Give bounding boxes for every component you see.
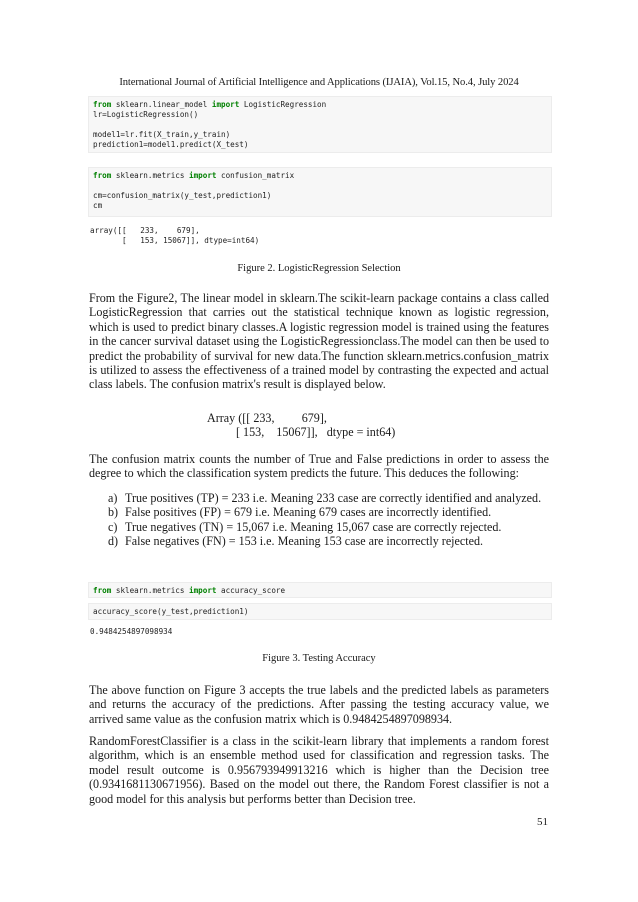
code-text: model1=lr.fit(X_train,y_train) xyxy=(93,130,231,139)
list-item-label: a) xyxy=(108,491,118,505)
list-item-label: c) xyxy=(108,519,118,534)
code-line xyxy=(93,586,547,596)
code-line xyxy=(93,181,547,191)
figure-2-caption: Figure 2. LogisticRegression Selection xyxy=(237,263,401,274)
code-cell-accuracy-import xyxy=(88,582,552,598)
code-line xyxy=(93,201,547,211)
code-text: sklearn.metrics xyxy=(111,586,190,595)
code-text: lr=LogisticRegression() xyxy=(93,110,199,119)
code-text: cm xyxy=(93,201,103,210)
code-keyword: from xyxy=(93,586,112,595)
code-line xyxy=(93,120,547,130)
code-line xyxy=(93,130,547,140)
output-line: [ 153, 15067]], dtype=int64) xyxy=(90,236,260,245)
code-cell-accuracy-score xyxy=(88,603,552,620)
output-confusion-array xyxy=(90,226,259,246)
code-line xyxy=(93,191,547,201)
journal-header: International Journal of Artificial Intelligence and Applications (IJAIA), Vol.15, No.4, July 2024 xyxy=(119,77,519,88)
paragraph-random-forest: RandomForestClassifier is a class in the scikit-learn library that implements a random forest algorithm, which is an ensemble method used for classification and regression tasks. The model result outcome is 0.956793949913216 which is higher than the Decision tree (0.9341681130671956). Based on the model out there, the Random Forest classifier is not a good model for this analysis but performs better than Decision tree. xyxy=(89,734,549,806)
code-line xyxy=(93,140,547,150)
code-line xyxy=(93,607,547,617)
list-item xyxy=(108,520,550,534)
paragraph-confusion-matrix: The confusion matrix counts the number of True and False predictions in order to assess the degree to which the classification system predicts the future. This deduces the following: xyxy=(89,452,549,481)
list-item-text: True positives (TP) = 233 i.e. Meaning 233 case are correctly identified and analyzed. xyxy=(125,491,542,505)
code-keyword: from xyxy=(93,171,112,180)
list-item-label: b) xyxy=(108,505,119,520)
list-item-text: False negatives (FN) = 153 i.e. Meaning 153 case are incorrectly rejected. xyxy=(125,534,484,549)
list-item xyxy=(108,491,550,505)
code-keyword: import xyxy=(211,100,240,109)
output-accuracy xyxy=(90,627,172,637)
code-text: prediction1=model1.predict(X_test) xyxy=(93,140,249,149)
code-text: accuracy_score(y_test,prediction1) xyxy=(93,607,249,616)
output-line: array([[ 233, 679], xyxy=(90,226,200,235)
page-number: 51 xyxy=(537,816,548,828)
code-cell-logistic-regression xyxy=(88,96,552,153)
code-text: LogisticRegression xyxy=(239,100,327,109)
array-result-line-2: [ 153, 15067]], dtype = int64) xyxy=(236,425,396,439)
code-cell-confusion-matrix xyxy=(88,167,552,217)
code-text: sklearn.linear_model xyxy=(111,100,212,109)
code-line xyxy=(93,100,547,110)
code-keyword: import xyxy=(189,171,217,180)
code-line xyxy=(93,171,547,181)
list-item-text: False positives (FP) = 679 i.e. Meaning 679 cases are incorrectly identified. xyxy=(125,505,492,520)
code-text: sklearn.metrics xyxy=(111,171,190,180)
confusion-matrix-list xyxy=(108,491,550,549)
code-keyword: import xyxy=(189,586,217,595)
figure-3-caption: Figure 3. Testing Accuracy xyxy=(262,653,376,664)
code-text: accuracy_score xyxy=(216,586,286,595)
code-line xyxy=(93,110,547,120)
array-result-line-1: Array ([[ 233, 679], xyxy=(207,411,327,425)
paragraph-figure2-description: From the Figure2, The linear model in sklearn.The scikit-learn package contains a class called LogisticRegression that carries out the statistical technique known as logistic regression, which is used to predict binary classes.A logistic regression model is trained using the features in the cancer survival dataset using the LogisticRegressionclass.The model can then be used to predict the probability of survival for new data.The function sklearn.metrics.confusion_matrix is utilized to assess the effectiveness of a trained model by contrasting the expected and actual class labels. The confusion matrix's result is displayed below. xyxy=(89,291,549,392)
code-text: confusion_matrix xyxy=(216,171,295,180)
code-text: cm=confusion_matrix(y_test,prediction1) xyxy=(93,191,272,200)
list-item-text: True negatives (TN) = 15,067 i.e. Meaning 15,067 case are correctly rejected. xyxy=(125,519,502,534)
output-line: 0.9484254897098934 xyxy=(90,627,173,636)
list-item xyxy=(108,505,550,519)
list-item-label: d) xyxy=(108,534,119,549)
code-keyword: from xyxy=(93,100,112,109)
list-item xyxy=(108,534,550,548)
paragraph-testing-accuracy: The above function on Figure 3 accepts the true labels and the predicted labels as parameters and returns the accuracy of the predictions. After passing the testing accuracy value, we arrived same value as the confusion matrix which is 0.9484254897098934. xyxy=(89,683,549,726)
